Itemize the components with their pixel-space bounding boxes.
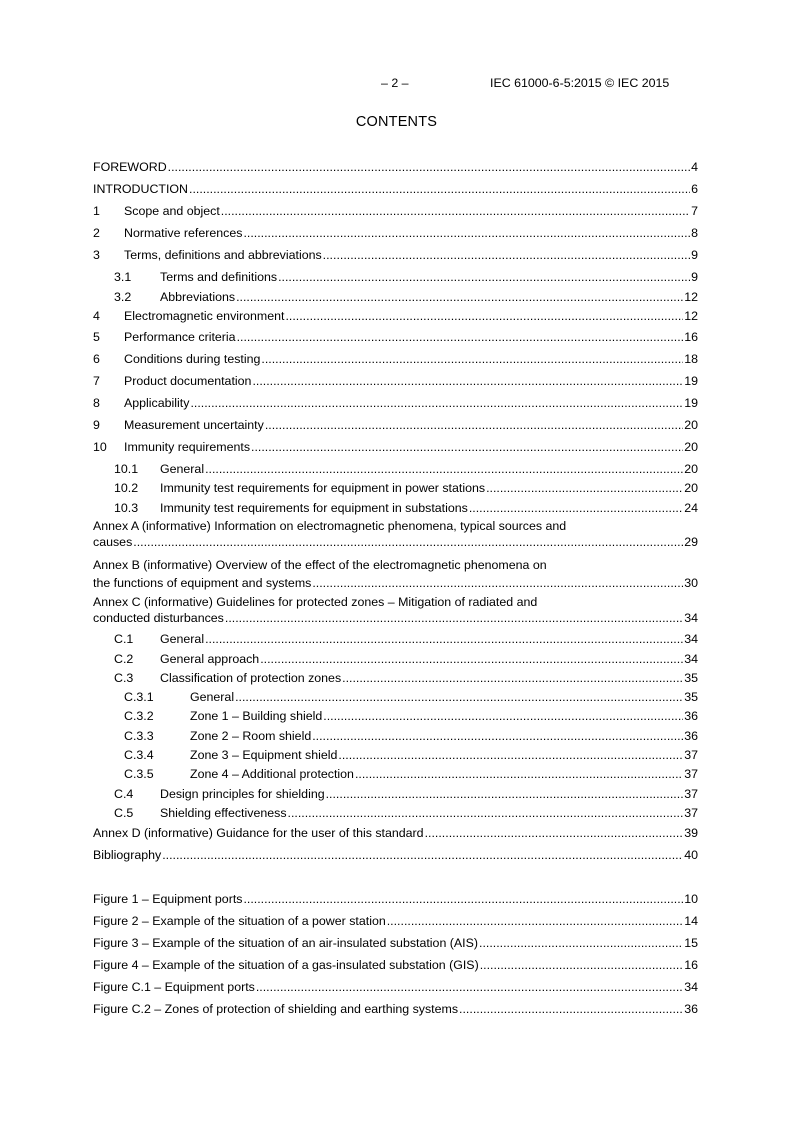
dot-leader bbox=[354, 766, 683, 782]
toc-entry-label: Conditions during testing bbox=[124, 352, 261, 366]
toc-entry-number: 3 bbox=[93, 248, 100, 262]
toc-entry[interactable] bbox=[114, 500, 698, 516]
toc-entry[interactable] bbox=[114, 631, 698, 647]
dot-leader bbox=[234, 689, 683, 705]
dot-leader bbox=[458, 1001, 683, 1017]
figure-entry[interactable] bbox=[93, 979, 698, 995]
toc-entry-label: INTRODUCTION bbox=[93, 182, 188, 196]
dot-leader bbox=[386, 913, 683, 929]
dot-leader bbox=[311, 575, 683, 591]
toc-entry-label: conducted disturbances bbox=[93, 611, 224, 625]
toc-entry-label: Zone 2 – Room shield bbox=[190, 729, 312, 743]
toc-entry-label: Performance criteria bbox=[124, 330, 236, 344]
toc-entry-heading-line: Annex A (informative) Information on electromagnetic phenomena, typical sources and bbox=[93, 519, 567, 533]
toc-entry-page: 12 bbox=[684, 309, 698, 323]
toc-entry[interactable] bbox=[93, 225, 698, 241]
toc-entry-page: 20 bbox=[684, 462, 698, 476]
toc-entry-number: 9 bbox=[93, 418, 100, 432]
toc-entry-page: 34 bbox=[684, 611, 698, 625]
toc-entry[interactable] bbox=[93, 610, 698, 626]
toc-entry[interactable] bbox=[93, 159, 698, 175]
toc-entry-label: Design principles for shielding bbox=[160, 787, 325, 801]
toc-entry-page: 30 bbox=[684, 576, 698, 590]
dot-leader bbox=[236, 329, 684, 345]
toc-entry-label: Zone 4 – Additional protection bbox=[190, 767, 354, 781]
toc-entry-label: Electromagnetic environment bbox=[124, 309, 285, 323]
dot-leader bbox=[478, 935, 683, 951]
toc-entry[interactable] bbox=[93, 439, 698, 455]
dot-leader bbox=[479, 957, 684, 973]
toc-entry[interactable] bbox=[124, 747, 698, 763]
dot-leader bbox=[189, 395, 683, 411]
dot-leader bbox=[188, 181, 690, 197]
toc-entry[interactable] bbox=[93, 825, 698, 841]
toc-entry-page: 20 bbox=[684, 481, 698, 495]
dot-leader bbox=[287, 805, 684, 821]
dot-leader bbox=[468, 500, 683, 516]
toc-entry-number: C.1 bbox=[114, 632, 134, 646]
dot-leader bbox=[167, 159, 690, 175]
figure-entry-label: Figure C.1 – Equipment ports bbox=[93, 980, 255, 994]
toc-entry-number: 7 bbox=[93, 374, 100, 388]
toc-entry-label: Annex D (informative) Guidance for the user of this standard bbox=[93, 826, 424, 840]
toc-entry[interactable] bbox=[93, 417, 698, 433]
toc-entry[interactable] bbox=[93, 373, 698, 389]
figure-entry-label: Figure 2 – Example of the situation of a power station bbox=[93, 914, 386, 928]
figure-entry-label: Figure 1 – Equipment ports bbox=[93, 892, 243, 906]
toc-entry-label: causes bbox=[93, 535, 133, 549]
dot-leader bbox=[424, 825, 684, 841]
toc-entry-number: C.3 bbox=[114, 671, 134, 685]
toc-entry[interactable] bbox=[114, 480, 698, 496]
figure-entry-label: Figure 4 – Example of the situation of a gas-insulated substation (GIS) bbox=[93, 958, 479, 972]
toc-entry-number: 2 bbox=[93, 226, 100, 240]
toc-entry-number: 10 bbox=[93, 440, 107, 454]
figure-entry[interactable] bbox=[93, 957, 698, 973]
toc-entry[interactable] bbox=[93, 203, 698, 219]
dot-leader bbox=[204, 631, 683, 647]
figure-entry[interactable] bbox=[93, 913, 698, 929]
dot-leader bbox=[322, 708, 683, 724]
toc-entry[interactable] bbox=[114, 269, 698, 285]
dot-leader bbox=[204, 461, 683, 477]
toc-entry-page: 19 bbox=[684, 396, 698, 410]
toc-entry-number: 10.2 bbox=[114, 481, 139, 495]
page-number: – 2 – bbox=[381, 76, 409, 90]
dot-leader bbox=[259, 651, 683, 667]
toc-entry-page: 40 bbox=[684, 848, 698, 862]
figure-entry-page: 15 bbox=[684, 936, 698, 950]
toc-entry-label: Zone 3 – Equipment shield bbox=[190, 748, 338, 762]
toc-entry-label: Terms, definitions and abbreviations bbox=[124, 248, 322, 262]
toc-entry[interactable] bbox=[114, 805, 698, 821]
toc-entry-label: Terms and definitions bbox=[160, 270, 278, 284]
toc-entry-number: C.5 bbox=[114, 806, 134, 820]
toc-entry-page: 6 bbox=[691, 182, 698, 196]
toc-entry-number: 10.3 bbox=[114, 501, 139, 515]
dot-leader bbox=[260, 351, 683, 367]
toc-entry-number: 4 bbox=[93, 309, 100, 323]
toc-entry[interactable] bbox=[114, 461, 698, 477]
toc-entry-page: 36 bbox=[684, 709, 698, 723]
dot-leader bbox=[242, 891, 683, 907]
toc-entry[interactable] bbox=[124, 766, 698, 782]
toc-entry[interactable] bbox=[124, 689, 698, 705]
toc-entry-page: 39 bbox=[684, 826, 698, 840]
toc-entry-label: Measurement uncertainty bbox=[124, 418, 264, 432]
dot-leader bbox=[337, 747, 683, 763]
toc-entry-page: 37 bbox=[684, 748, 698, 762]
toc-entry-label: the functions of equipment and systems bbox=[93, 576, 312, 590]
toc-entry-page: 35 bbox=[684, 671, 698, 685]
dot-leader bbox=[322, 247, 690, 263]
toc-entry[interactable] bbox=[124, 728, 698, 744]
toc-entry-page: 20 bbox=[684, 440, 698, 454]
toc-entry-label: Classification of protection zones bbox=[160, 671, 342, 685]
toc-entry-page: 19 bbox=[684, 374, 698, 388]
toc-entry[interactable] bbox=[93, 534, 698, 550]
figure-entry-label: Figure C.2 – Zones of protection of shielding and earthing systems bbox=[93, 1002, 459, 1016]
dot-leader bbox=[277, 269, 690, 285]
dot-leader bbox=[235, 289, 683, 305]
toc-entry-label: Shielding effectiveness bbox=[160, 806, 287, 820]
dot-leader bbox=[311, 728, 683, 744]
figure-entry-page: 34 bbox=[684, 980, 698, 994]
toc-entry-page: 36 bbox=[684, 729, 698, 743]
toc-entry-heading-line: Annex C (informative) Guidelines for protected zones – Mitigation of radiated and bbox=[93, 595, 538, 609]
toc-entry-label: General bbox=[160, 462, 205, 476]
toc-entry-number: 5 bbox=[93, 330, 100, 344]
dot-leader bbox=[132, 534, 683, 550]
toc-entry[interactable] bbox=[93, 247, 698, 263]
figure-entry-page: 16 bbox=[684, 958, 698, 972]
toc-entry-page: 9 bbox=[691, 248, 698, 262]
toc-entry-label: Immunity test requirements for equipment in substations bbox=[160, 501, 468, 515]
toc-entry-number: 8 bbox=[93, 396, 100, 410]
figure-entry-page: 10 bbox=[684, 892, 698, 906]
toc-entry[interactable] bbox=[114, 670, 698, 686]
toc-entry-page: 4 bbox=[691, 160, 698, 174]
toc-entry-number: 3.1 bbox=[114, 270, 132, 284]
toc-entry-label: Abbreviations bbox=[160, 290, 236, 304]
dot-leader bbox=[220, 203, 690, 219]
toc-entry-label: FOREWORD bbox=[93, 160, 167, 174]
toc-entry-label: General approach bbox=[160, 652, 260, 666]
toc-entry-label: Zone 1 – Building shield bbox=[190, 709, 323, 723]
toc-entry-number: 1 bbox=[93, 204, 100, 218]
dot-leader bbox=[264, 417, 683, 433]
page-title: CONTENTS bbox=[355, 114, 438, 130]
toc-entry[interactable] bbox=[114, 289, 698, 305]
toc-entry-page: 34 bbox=[684, 632, 698, 646]
toc-entry-page: 29 bbox=[684, 535, 698, 549]
toc-entry[interactable] bbox=[124, 708, 698, 724]
toc-entry[interactable] bbox=[114, 651, 698, 667]
figure-entry[interactable] bbox=[93, 1001, 698, 1017]
dot-leader bbox=[250, 439, 683, 455]
toc-entry-number: 10.1 bbox=[114, 462, 139, 476]
toc-entry-label: Bibliography bbox=[93, 848, 162, 862]
toc-entry[interactable] bbox=[93, 329, 698, 345]
toc-entry-number: 3.2 bbox=[114, 290, 132, 304]
dot-leader bbox=[255, 979, 683, 995]
dot-leader bbox=[485, 480, 683, 496]
toc-entry[interactable] bbox=[93, 847, 698, 863]
figure-entry[interactable] bbox=[93, 935, 698, 951]
toc-entry-label: Immunity test requirements for equipment in power stations bbox=[160, 481, 486, 495]
toc-entry-number: C.3.5 bbox=[124, 767, 154, 781]
toc-entry-page: 18 bbox=[684, 352, 698, 366]
toc-entry-page: 34 bbox=[684, 652, 698, 666]
toc-entry-label: General bbox=[160, 632, 205, 646]
figure-entry-page: 36 bbox=[684, 1002, 698, 1016]
toc-entry-page: 9 bbox=[691, 270, 698, 284]
dot-leader bbox=[242, 225, 690, 241]
toc-entry-page: 20 bbox=[684, 418, 698, 432]
toc-entry[interactable] bbox=[93, 395, 698, 411]
toc-entry[interactable] bbox=[114, 786, 698, 802]
toc-entry-page: 8 bbox=[691, 226, 698, 240]
toc-entry-page: 12 bbox=[684, 290, 698, 304]
dot-leader bbox=[284, 308, 683, 324]
toc-entry-number: C.3.4 bbox=[124, 748, 154, 762]
toc-entry-label: Product documentation bbox=[124, 374, 252, 388]
toc-entry-label: General bbox=[190, 690, 235, 704]
toc-entry-label: Scope and object bbox=[124, 204, 220, 218]
figure-entry-page: 14 bbox=[684, 914, 698, 928]
toc-entry-page: 24 bbox=[684, 501, 698, 515]
toc-entry[interactable] bbox=[93, 575, 698, 591]
toc-entry-label: Normative references bbox=[124, 226, 243, 240]
dot-leader bbox=[224, 610, 683, 626]
toc-entry-number: C.3.1 bbox=[124, 690, 154, 704]
toc-entry-number: C.4 bbox=[114, 787, 134, 801]
toc-entry-number: C.3.2 bbox=[124, 709, 154, 723]
toc-entry[interactable] bbox=[93, 181, 698, 197]
toc-entry-page: 7 bbox=[691, 204, 698, 218]
toc-entry-page: 35 bbox=[684, 690, 698, 704]
dot-leader bbox=[341, 670, 683, 686]
toc-entry-number: C.3.3 bbox=[124, 729, 154, 743]
toc-entry-label: Applicability bbox=[124, 396, 190, 410]
toc-entry-page: 16 bbox=[684, 330, 698, 344]
dot-leader bbox=[161, 847, 683, 863]
toc-entry-page: 37 bbox=[684, 806, 698, 820]
toc-entry-number: 6 bbox=[93, 352, 100, 366]
figure-entry-label: Figure 3 – Example of the situation of an air-insulated substation (AIS) bbox=[93, 936, 479, 950]
toc-entry-number: C.2 bbox=[114, 652, 134, 666]
toc-entry[interactable] bbox=[93, 351, 698, 367]
figure-entry[interactable] bbox=[93, 891, 698, 907]
toc-entry-heading-line: Annex B (informative) Overview of the effect of the electromagnetic phenomena on bbox=[93, 558, 547, 572]
toc-entry[interactable] bbox=[93, 308, 698, 324]
toc-entry-page: 37 bbox=[684, 787, 698, 801]
toc-entry-label: Immunity requirements bbox=[124, 440, 251, 454]
dot-leader bbox=[251, 373, 683, 389]
toc-entry-page: 37 bbox=[684, 767, 698, 781]
dot-leader bbox=[325, 786, 684, 802]
document-reference: IEC 61000-6-5:2015 © IEC 2015 bbox=[490, 76, 670, 90]
